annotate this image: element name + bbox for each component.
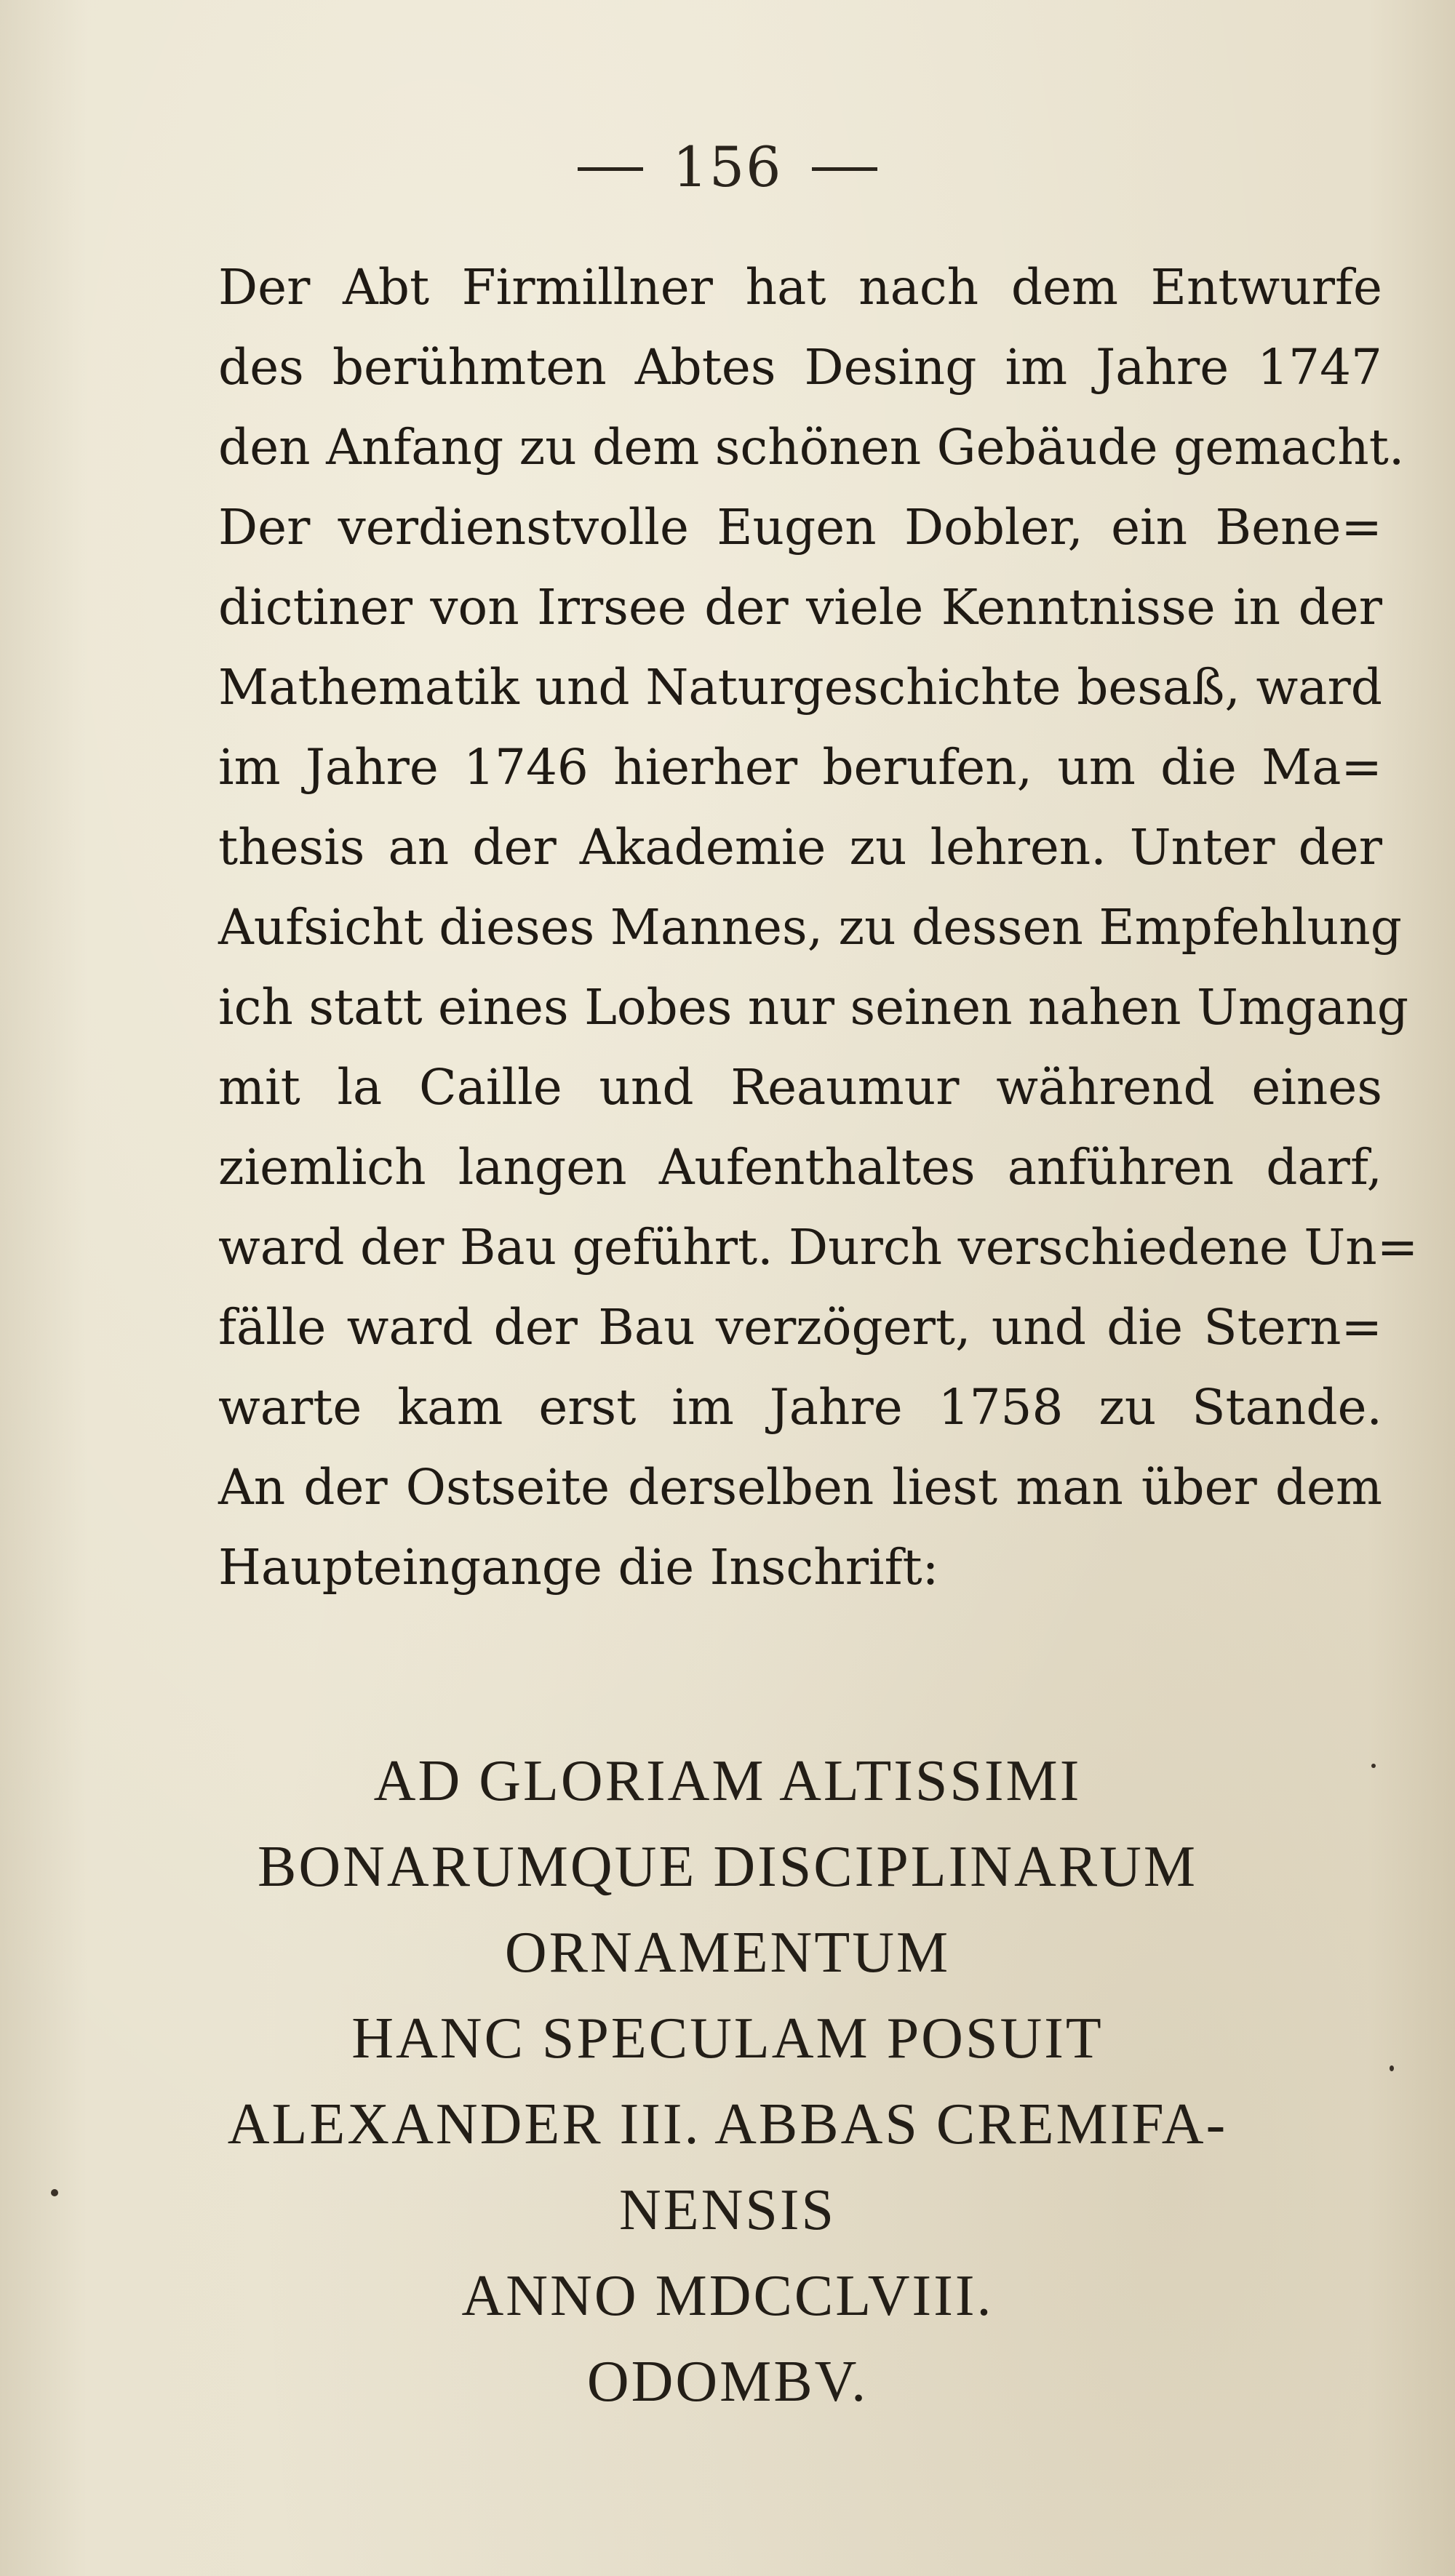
body-line: des berühmten Abtes Desing im Jahre 1747 <box>218 338 1382 396</box>
body-line: Aufsicht dieses Mannes, zu dessen Empfehlung <box>218 898 1402 956</box>
inscription-line: ALEXANDER III. ABBAS CREMIFA- <box>227 2092 1228 2156</box>
inscription-line: NENSIS <box>618 2178 837 2242</box>
page-number-value: 156 <box>672 135 783 199</box>
body-line: ich statt eines Lobes nur seinen nahen Umgang <box>218 978 1409 1036</box>
body-line: fälle ward der Bau verzögert, und die Stern= <box>218 1298 1382 1356</box>
paper-speck <box>1390 2065 1394 2071</box>
inscription-block <box>0 1738 1455 2425</box>
body-line: dictiner von Irrsee der viele Kenntnisse in der <box>218 578 1382 636</box>
body-line: mit la Caille und Reaumur während eines <box>218 1058 1382 1116</box>
inscription-line: HANC SPECULAM POSUIT <box>351 2007 1104 2071</box>
inscription-line: ORNAMENTUM <box>504 1921 951 1985</box>
body-line: thesis an der Akademie zu lehren. Unter der <box>218 818 1382 876</box>
body-line: im Jahre 1746 hierher berufen, um die Ma= <box>218 738 1382 796</box>
body-line: den Anfang zu dem schönen Gebäude gemacht. <box>218 418 1405 476</box>
inscription-line: AD GLORIAM ALTISSIMI <box>373 1749 1082 1813</box>
right-dash <box>812 167 877 171</box>
body-line: Haupteingange die Inschrift: <box>218 1538 939 1596</box>
paper-speck <box>1371 1764 1376 1768</box>
inscription-line: ANNO MDCCLVIII. <box>461 2264 994 2328</box>
body-line: Der verdienstvolle Eugen Dobler, ein Bene= <box>218 498 1382 556</box>
body-line: ziemlich langen Aufenthaltes anführen darf, <box>218 1138 1382 1196</box>
inscription-line: BONARUMQUE DISCIPLINARUM <box>257 1835 1198 1899</box>
page-number <box>0 135 1455 199</box>
body-line: ward der Bau geführt. Durch verschiedene Un= <box>218 1218 1419 1276</box>
paper-speck <box>51 2189 58 2196</box>
inscription-line: ODOMBV. <box>586 2350 869 2414</box>
body-line: Mathematik und Naturgeschichte besaß, ward <box>218 658 1382 716</box>
body-line: warte kam erst im Jahre 1758 zu Stande. <box>218 1378 1382 1436</box>
body-line: Der Abt Firmillner hat nach dem Entwurfe <box>218 258 1382 316</box>
body-paragraph <box>218 247 1419 1607</box>
left-dash <box>578 167 643 171</box>
body-line: An der Ostseite derselben liest man über dem <box>218 1458 1382 1516</box>
